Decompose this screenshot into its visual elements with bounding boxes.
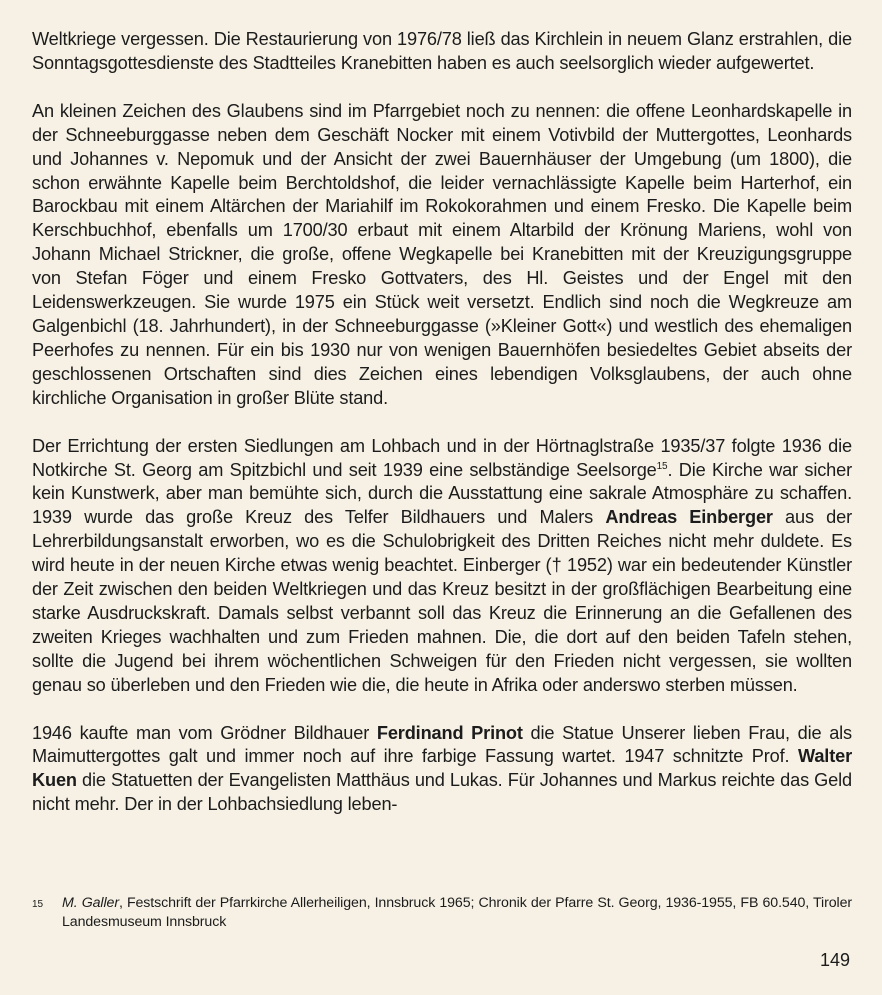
artist-name: Ferdinand Prinot bbox=[376, 722, 523, 743]
paragraph-zeichen-des-glaubens bbox=[32, 100, 852, 411]
paragraph-text: die Statue Unserer lieben Frau, die als Maimuttergottes galt und immer noch auf ihre farbige Fassung wartet. 1947 schnitzte Prof. bbox=[32, 722, 852, 767]
artist-name: Walter Kuen bbox=[32, 746, 852, 791]
footnote-citation: , Festschrift der Pfarrkirche Allerheiligen, Innsbruck 1965; Chronik der Pfarre St. Georg, 1936-1955, FB 60.540, Tiroler Landesmuseum Innsbruck bbox=[62, 895, 852, 930]
footnote-author: M. Galler bbox=[62, 895, 119, 911]
paragraph-restaurierung bbox=[32, 28, 852, 76]
paragraph-text: Weltkriege vergessen. Die Restaurierung von 1976/78 ließ das Kirchlein in neuem Glanz erstrahlen, die Sonntagsgottesdienste des Stadtteiles Kranebitten haben es auch seelsorglich wieder aufgewertet. bbox=[32, 29, 852, 73]
artist-name: Andreas Einberger bbox=[605, 507, 773, 528]
footnote bbox=[32, 894, 852, 932]
paragraph-text: An kleinen Zeichen des Glaubens sind im Pfarrgebiet noch zu nennen: die offene Leonhardskapelle in der Schneeburggasse neben dem Geschäft Nocker mit einem Votivbild der Muttergottes, Leonhards und Johannes v. Nepomuk und der Ansicht der zwei Bauernhäuser der Umgebung (um 1800), die schon erwähnte Kapelle beim Berchtoldshof, die leider vernachlässigte Kapelle beim Harterhof, ein Barockbau mit einem Altärchen der Mariahilf im Rokokorahmen und einem Fresko. Die Kapelle beim Kerschbuchhof, ebenfalls um 1700/30 erbaut mit einem Altarbild der Krönung Mariens, wohl von Johann Michael Strickner, die große, offene Wegkapelle bei Kranebitten mit der Kreuzigungsgruppe von Stefan Föger und einem Fresko Gottvaters, des Hl. Geistes und der Engel mit den Leidenswerkzeugen. Sie wurde 1975 ein Stück weit versetzt. Endlich sind noch die Wegkreuze am Galgenbichl (18. Jahrhundert), in der Schneeburggasse (»Kleiner Gott«) und westlich des ehemaligen Peerhofes zu nennen. Für ein bis 1930 nur von wenigen Bauernhöfen besiedeltes Gebiet abseits der geschlossenen Ortschaften sind dies Zeichen eines lebendigen Volksglaubens, der auch ohne kirchliche Organisation in großer Blüte stand. bbox=[32, 100, 852, 408]
footnote-reference[interactable]: 15 bbox=[656, 460, 668, 472]
paragraph-text: Der Errichtung der ersten Siedlungen am Lohbach und in der Hörtnaglstraße 1935/37 folgte 1936 die Notkirche St. Georg am Spitzbichl und seit 1939 eine selbständige Seelsorge bbox=[32, 435, 852, 480]
paragraph-text: aus der Lehrerbildungsanstalt erworben, wo es die Schulobrigkeit des Dritten Reiches nicht mehr duldete. Es wird heute in der neuen Kirche etwas wenig beachtet. Einberger († 1952) war ein bedeutender Künstler der Zeit zwischen den beiden Weltkriegen und das Kreuz besitzt in der großflächigen Bearbeitung eine starke Ausdruckskraft. Damals selbst verbannt soll das Kreuz die Erinnerung an die Gefallenen des zweiten Krieges wachhalten und zum Frieden mahnen. Die, die dort auf den beiden Tafeln stehen, sollte die Jugend bei ihrem wöchentlichen Schweigen für den Frieden nicht vergessen, sie wollten genau so überleben und den Frieden wie die, die heute in Afrika oder anderswo sterben müssen. bbox=[32, 507, 852, 695]
paragraph-text: . Die Kirche war sicher kein Kunstwerk, aber man bemühte sich, durch die Ausstattung eine sakrale Atmosphäre zu schaffen. 1939 wurde das große Kreuz des Telfer Bildhauers und Malers bbox=[32, 459, 852, 528]
paragraph-statuen bbox=[32, 722, 852, 818]
paragraph-text: die Statuetten der Evangelisten Matthäus und Lukas. Für Johannes und Markus reichte das Geld nicht mehr. Der in der Lohbachsiedlung leben- bbox=[32, 770, 852, 815]
book-page bbox=[32, 28, 852, 983]
footnote-text bbox=[62, 894, 852, 932]
paragraph-text: 1946 kaufte man vom Grödner Bildhauer bbox=[32, 722, 377, 743]
footnote-number: 15 bbox=[32, 899, 44, 910]
paragraph-notkirche-st-georg bbox=[32, 435, 852, 698]
page-number: 149 bbox=[819, 950, 850, 970]
